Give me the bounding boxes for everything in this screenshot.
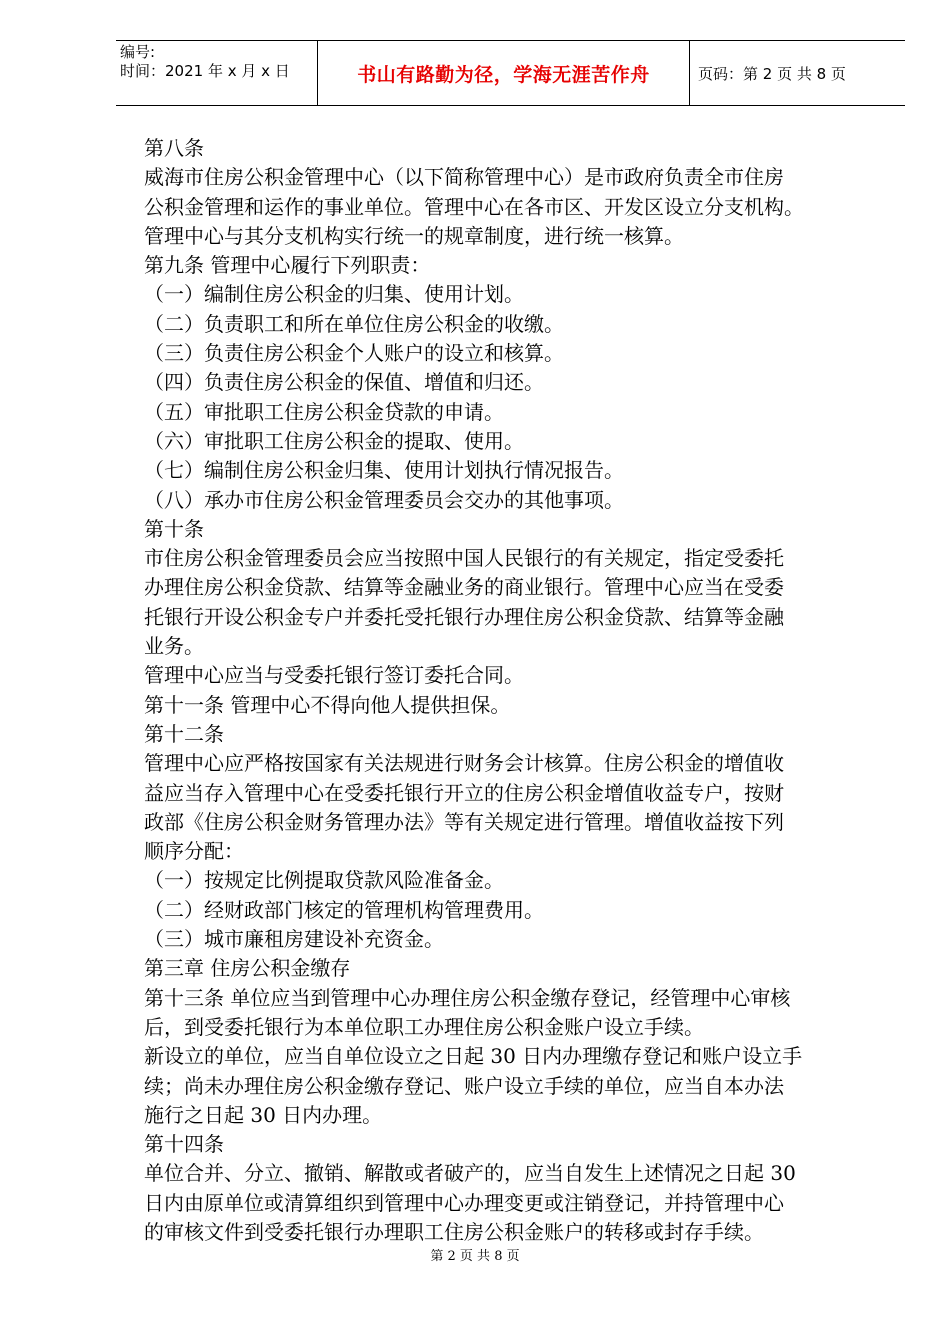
header-time-label: 时间：2021 年 x 月 x 日	[120, 62, 290, 80]
body-line: 第十二条	[144, 721, 224, 746]
body-line: 第八条	[144, 136, 204, 160]
document-body	[144, 134, 894, 1247]
body-line: （六）审批职工住房公积金的提取、使用。	[144, 428, 524, 453]
body-line: 单位合并、分立、撤销、解散或者破产的，应当自发生上述情况之日起 30	[144, 1161, 796, 1186]
body-line: （二）负责职工和所在单位住房公积金的收缴。	[144, 311, 564, 336]
header-motto: 书山有路勤为径，学海无涯苦作舟	[318, 41, 690, 105]
body-line: 顺序分配：	[144, 839, 244, 864]
body-line: 第十条	[144, 516, 204, 541]
header-meta-cell	[116, 41, 318, 105]
body-line: （八）承办市住房公积金管理委员会交办的其他事项。	[144, 487, 624, 512]
body-line: 办理住房公积金贷款、结算等金融业务的商业银行。管理中心应当在受委	[144, 575, 784, 600]
body-line: （五）审批职工住房公积金贷款的申请。	[144, 399, 504, 424]
body-line: （四）负责住房公积金的保值、增值和归还。	[144, 370, 544, 395]
body-line: 市住房公积金管理委员会应当按照中国人民银行的有关规定，指定受委托	[144, 546, 784, 571]
body-line: 管理中心应当与受委托银行签订委托合同。	[144, 663, 524, 688]
body-line: 的审核文件到受委托银行办理职工住房公积金账户的转移或封存手续。	[144, 1219, 764, 1244]
body-line: （七）编制住房公积金归集、使用计划执行情况报告。	[144, 458, 624, 483]
body-line: （二）经财政部门核定的管理机构管理费用。	[144, 897, 544, 922]
body-line: 日内由原单位或清算组织到管理中心办理变更或注销登记，并持管理中心	[144, 1190, 784, 1215]
page-footer: 第 2 页 共 8 页	[430, 1249, 520, 1264]
body-line: 新设立的单位，应当自单位设立之日起 30 日内办理缴存登记和账户设立手	[144, 1044, 803, 1069]
body-line: （三）城市廉租房建设补充资金。	[144, 927, 444, 952]
body-line: 益应当存入管理中心在受委托银行开立的住房公积金增值收益专户，按财	[144, 780, 784, 805]
body-line: （一）编制住房公积金的归集、使用计划。	[144, 282, 524, 307]
body-line: 威海市住房公积金管理中心（以下简称管理中心）是市政府负责全市住房	[144, 165, 784, 190]
body-line: 管理中心与其分支机构实行统一的规章制度，进行统一核算。	[144, 223, 684, 248]
header-page-info: 页码：第 2 页 共 8 页	[698, 64, 846, 83]
body-line: 业务。	[144, 634, 204, 659]
body-line: 公积金管理和运作的事业单位。管理中心在各市区、开发区设立分支机构。	[144, 194, 804, 219]
page-header	[116, 40, 905, 106]
body-line: 第十四条	[144, 1132, 224, 1157]
body-line: （一）按规定比例提取贷款风险准备金。	[144, 868, 504, 893]
header-number-label: 编号:	[120, 43, 156, 61]
body-line: 第十一条 管理中心不得向他人提供担保。	[144, 692, 511, 717]
body-line: 第三章 住房公积金缴存	[144, 956, 351, 981]
body-line: 后，到受委托银行为本单位职工办理住房公积金账户设立手续。	[144, 1014, 704, 1039]
body-line: （三）负责住房公积金个人账户的设立和核算。	[144, 341, 564, 366]
body-line: 施行之日起 30 日内办理。	[144, 1102, 383, 1127]
body-line: 第十三条 单位应当到管理中心办理住房公积金缴存登记，经管理中心审核	[144, 985, 791, 1010]
body-line: 管理中心应严格按国家有关法规进行财务会计核算。住房公积金的增值收	[144, 751, 784, 776]
body-line: 续；尚未办理住房公积金缴存登记、账户设立手续的单位，应当自本办法	[144, 1073, 784, 1098]
body-line: 第九条 管理中心履行下列职责：	[144, 253, 431, 278]
body-line: 政部《住房公积金财务管理办法》等有关规定进行管理。增值收益按下列	[144, 809, 784, 834]
body-line: 托银行开设公积金专户并委托受托银行办理住房公积金贷款、结算等金融	[144, 604, 784, 629]
